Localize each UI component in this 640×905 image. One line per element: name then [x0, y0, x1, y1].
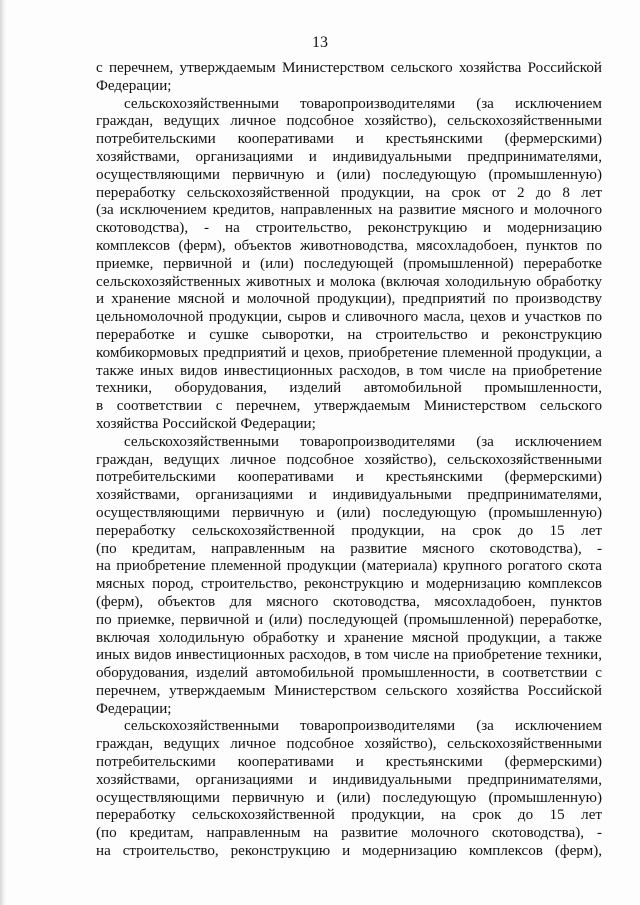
text-line: техники, оборудования, изделий автомобильной промышленности,	[96, 380, 602, 397]
text-line: сельскохозяйственными товаропроизводителями (за исключением	[124, 718, 602, 735]
text-line: (по кредитам, направленным на развитие молочного скотоводства), -	[96, 825, 602, 842]
text-line: Федерации;	[96, 700, 172, 717]
document-body	[96, 60, 602, 861]
paragraph	[96, 96, 602, 434]
text-line: потребительскими кооперативами и крестьянскими (фермерскими)	[96, 754, 602, 771]
text-line: мясных пород, строительство, реконструкцию и модернизацию комплексов	[96, 576, 602, 593]
text-line: граждан, ведущих личное подсобное хозяйство), сельскохозяйственными	[96, 451, 602, 468]
text-line: потребительскими кооперативами и крестьянскими (фермерскими)	[96, 469, 602, 486]
text-line: включая холодильную обработку и хранение мясной продукции, а также	[96, 629, 602, 646]
text-line: также иных видов инвестиционных расходов, в том числе на приобретение	[96, 362, 602, 379]
paragraph	[96, 434, 602, 719]
text-line: граждан, ведущих личное подсобное хозяйство), сельскохозяйственными	[96, 113, 602, 130]
paragraph	[96, 718, 602, 860]
text-line: переработку сельскохозяйственной продукции, на срок от 2 до 8 лет	[96, 184, 602, 201]
text-line: сельскохозяйственными товаропроизводителями (за исключением	[124, 95, 602, 112]
text-line: сельскохозяйственных животных и молока (включая холодильную обработку	[96, 273, 602, 290]
text-line: хозяйствами, организациями и индивидуальными предпринимателями,	[96, 771, 602, 788]
text-line: осуществляющими первичную и (или) последующую (промышленную)	[96, 504, 602, 521]
text-line: хозяйства Российской Федерации;	[96, 415, 316, 432]
text-line: скотоводства), - на строительство, реконструкцию и модернизацию	[96, 220, 602, 237]
text-line: комбикормовых предприятий и цехов, приобретение племенной продукции, а	[96, 344, 602, 361]
text-line: в соответствии с перечнем, утверждаемым Министерством сельского	[96, 398, 602, 415]
text-line: с перечнем, утверждаемым Министерством сельского хозяйства Российской	[96, 60, 602, 76]
text-line: хозяйствами, организациями и индивидуальными предпринимателями,	[96, 487, 602, 504]
text-line: на приобретение племенной продукции (материала) крупного рогатого скота	[96, 558, 602, 575]
text-line: цельномолочной продукции, сыров и сливочного масла, цехов и участков по	[96, 309, 602, 326]
page-number: 13	[312, 34, 328, 51]
text-line: потребительскими кооперативами и крестьянскими (фермерскими)	[96, 131, 602, 148]
text-line: граждан, ведущих личное подсобное хозяйство), сельскохозяйственными	[96, 736, 602, 753]
text-line: сельскохозяйственными товаропроизводителями (за исключением	[124, 433, 602, 450]
text-line: (за исключением кредитов, направленных на развитие мясного и молочного	[96, 202, 602, 219]
text-line: хозяйствами, организациями и индивидуальными предпринимателями,	[96, 148, 602, 165]
text-line: переработке и сушке сыворотки, на строительство и реконструкцию	[96, 326, 602, 343]
text-line: приемке, первичной и (или) последующей (промышленной) переработке	[96, 255, 602, 272]
text-line: на строительство, реконструкцию и модернизацию комплексов (ферм),	[96, 843, 602, 860]
page-edge-shadow	[0, 0, 6, 905]
text-line: осуществляющими первичную и (или) последующую (промышленную)	[96, 166, 602, 183]
text-line: по приемке, первичной и (или) последующей (промышленной) переработке,	[96, 611, 602, 628]
text-line: переработку сельскохозяйственной продукции, на срок до 15 лет	[96, 522, 602, 539]
text-line: иных видов инвестиционных расходов, в том числе на приобретение техники,	[96, 647, 602, 664]
text-line: оборудования, изделий автомобильной промышленности, в соответствии с	[96, 665, 602, 682]
text-line: переработку сельскохозяйственной продукции, на срок до 15 лет	[96, 807, 602, 824]
text-line: и хранение мясной и молочной продукции), предприятий по производству	[96, 291, 602, 308]
text-line: комплексов (ферм), объектов животноводства, мясохладобоен, пунктов по	[96, 237, 602, 254]
paragraph	[96, 60, 602, 96]
text-line: осуществляющими первичную и (или) последующую (промышленную)	[96, 789, 602, 806]
text-line: перечнем, утверждаемым Министерством сельского хозяйства Российской	[96, 682, 602, 699]
text-line: Федерации;	[96, 77, 172, 94]
text-line: (по кредитам, направленным на развитие мясного скотоводства), -	[96, 540, 602, 557]
text-line: (ферм), объектов для мясного скотоводства, мясохладобоен, пунктов	[96, 593, 602, 610]
